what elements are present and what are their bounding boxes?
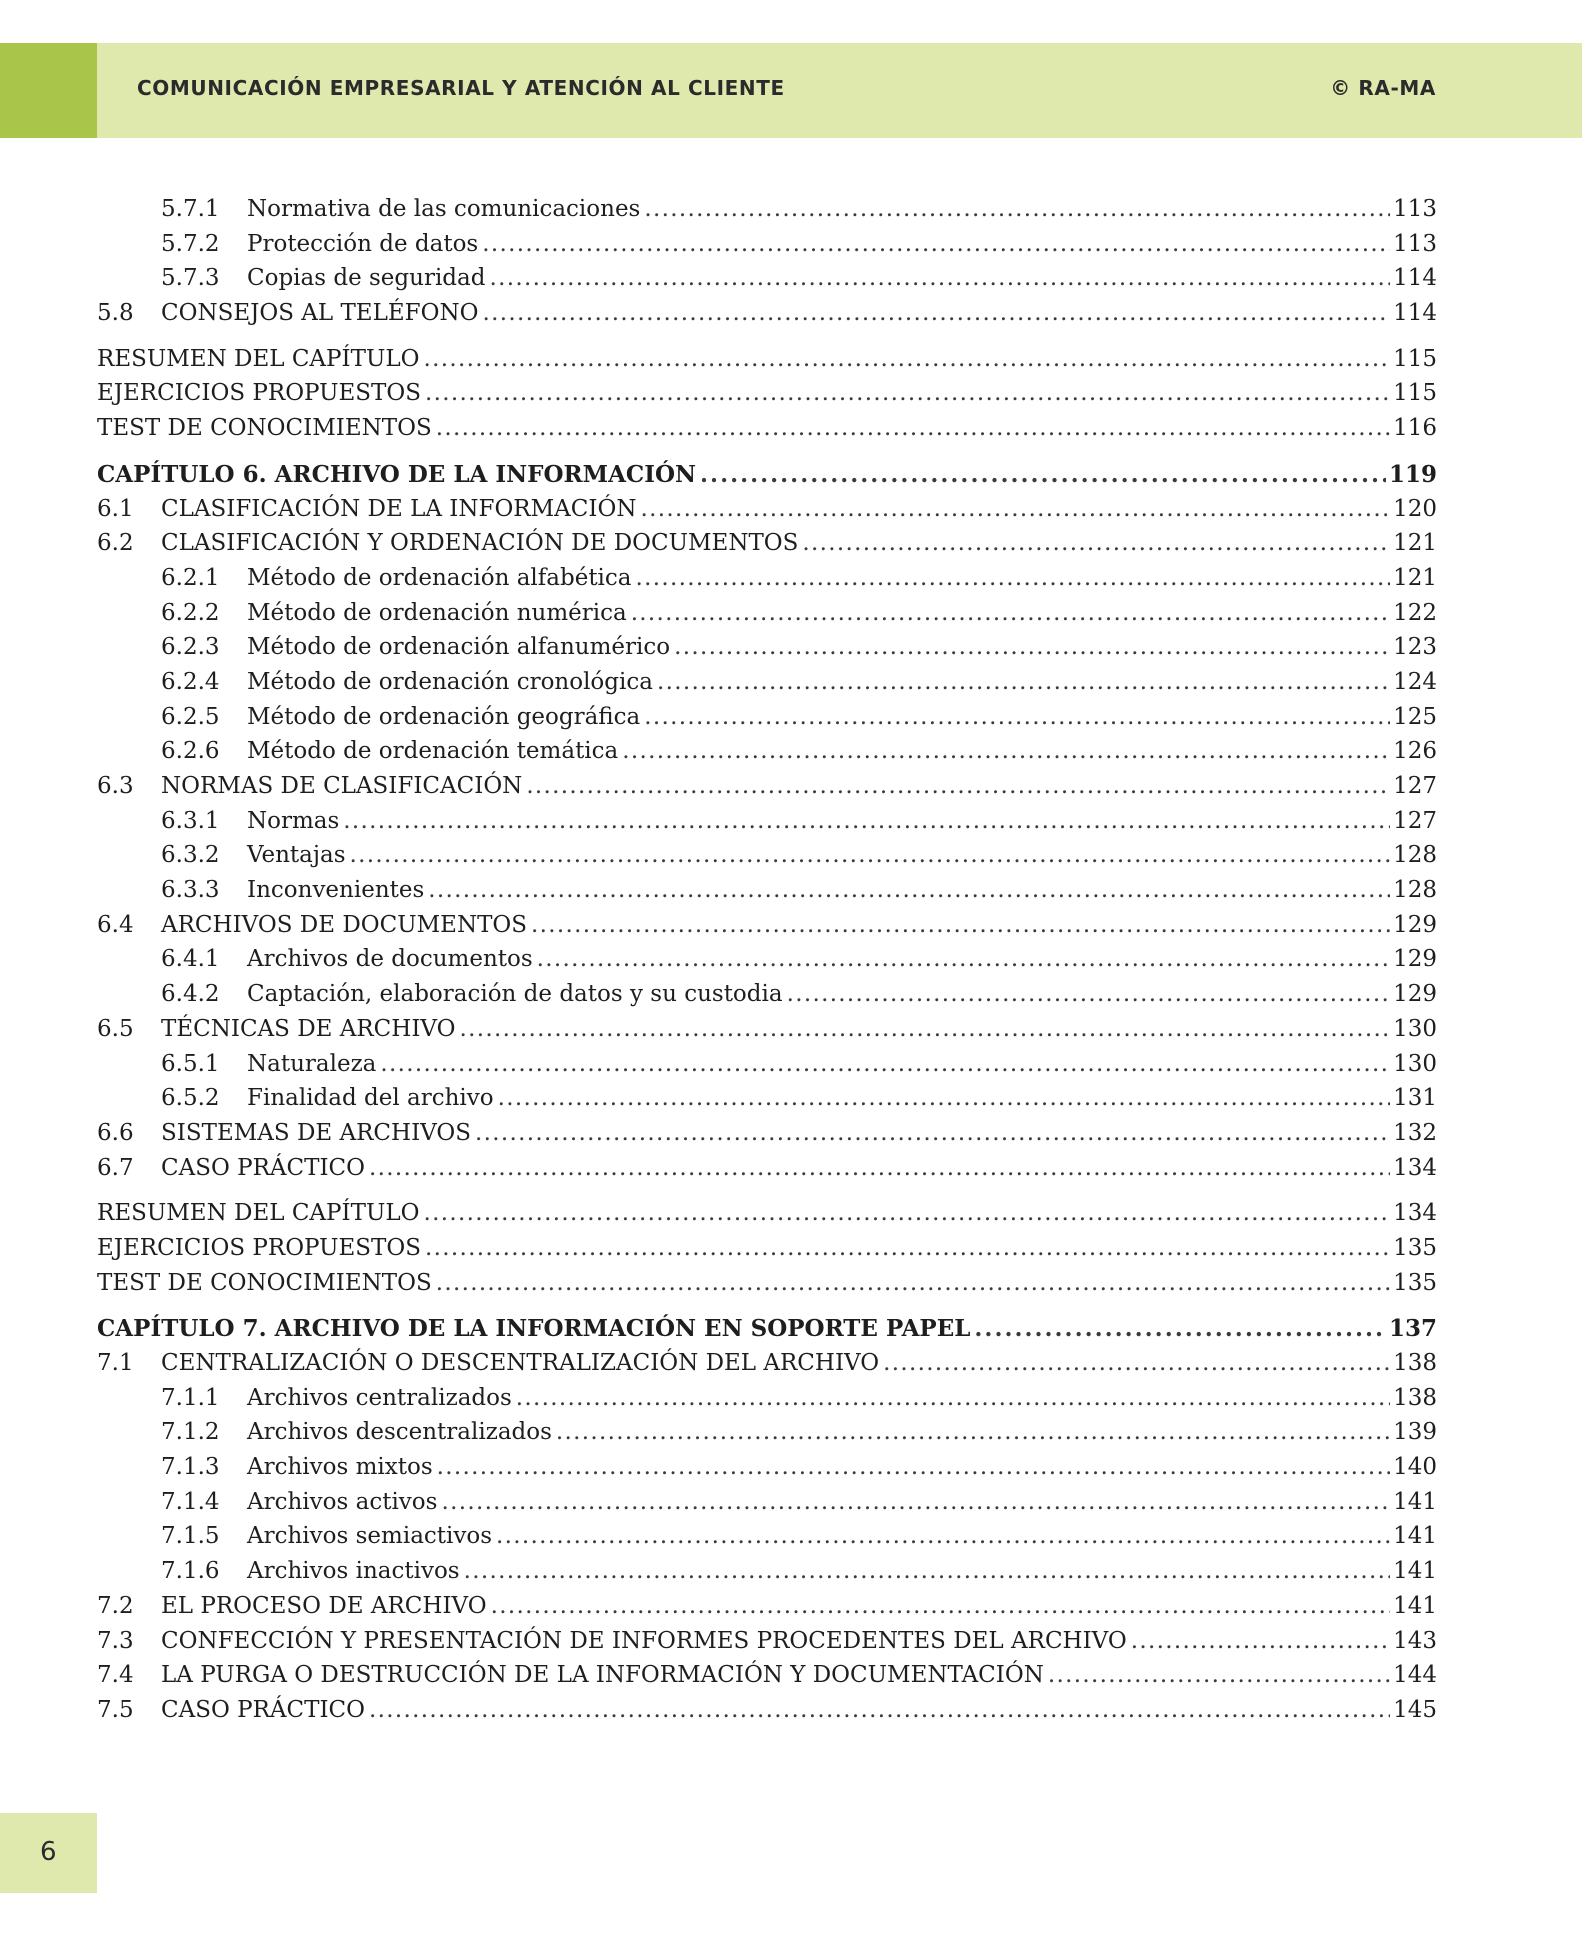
toc-entry: [97, 1016, 1437, 1051]
toc-entry-number: 6.4: [97, 911, 134, 938]
toc-entry-number: 7.1.1: [161, 1384, 220, 1411]
toc-entry: [97, 530, 1437, 565]
toc-entry-page: 119: [1388, 460, 1437, 488]
toc-entry-title: Método de ordenación cronológica: [247, 668, 653, 695]
toc-entry-page: 128: [1393, 842, 1437, 869]
toc-entry-number: 6.2.3: [161, 634, 220, 661]
toc-entry: [97, 496, 1437, 531]
toc-dot-leader: [556, 1419, 1390, 1445]
toc-entry-page: 131: [1393, 1085, 1437, 1112]
toc-entry: [97, 981, 1437, 1016]
toc-entry-page: 130: [1393, 1050, 1437, 1077]
toc-entry-title: Archivos de documentos: [247, 946, 533, 973]
toc-entry-number: 6.2.6: [161, 738, 220, 765]
toc-dot-leader: [491, 1593, 1390, 1619]
toc-entry-page: 127: [1393, 807, 1437, 834]
toc-entry: [97, 1155, 1437, 1190]
toc-entry-page: 138: [1393, 1350, 1437, 1376]
toc-entry: [97, 877, 1437, 912]
toc-entry-number: 5.7.1: [161, 196, 220, 222]
toc-entry: [97, 380, 1437, 415]
toc-chapter-entry: [97, 1315, 1437, 1350]
toc-dot-leader: [350, 842, 1391, 868]
toc-entry-page: 116: [1393, 415, 1437, 442]
toc-dot-leader: [631, 600, 1390, 626]
toc-entry: [97, 565, 1437, 600]
toc-entry-title: TEST DE CONOCIMIENTOS: [97, 415, 432, 442]
toc-entry-number: 6.3.3: [161, 877, 220, 904]
toc-entry: [97, 1489, 1437, 1524]
toc-entry-page: 121: [1393, 530, 1437, 557]
toc-entry-number: 5.7.3: [161, 265, 220, 292]
toc-entry-title: ARCHIVOS DE DOCUMENTOS: [161, 911, 528, 938]
toc-entry: [97, 1523, 1437, 1558]
toc-entry: [97, 346, 1437, 381]
toc-entry-number: 7.3: [97, 1627, 134, 1654]
toc-entry: [97, 1270, 1437, 1305]
toc-entry-title: EJERCICIOS PROPUESTOS: [97, 1234, 422, 1261]
toc-entry: [97, 634, 1437, 669]
toc-entry-number: 6.3.2: [161, 842, 220, 869]
toc-entry-number: 6.2.1: [161, 564, 220, 591]
toc-entry-title: NORMAS DE CLASIFICACIÓN: [161, 773, 523, 799]
toc-entry-number: 6.5: [97, 1015, 134, 1042]
toc-entry-title: CLASIFICACIÓN DE LA INFORMACIÓN: [161, 495, 637, 522]
toc-entry-title: Protección de datos: [247, 230, 479, 257]
toc-entry-page: 134: [1393, 1200, 1437, 1227]
toc-entry-number: 7.1.6: [161, 1558, 220, 1585]
toc-dot-leader: [531, 912, 1390, 938]
toc-entry-title: Naturaleza: [247, 1050, 377, 1077]
toc-entry-page: 126: [1393, 738, 1437, 765]
toc-chapter-entry: [97, 461, 1437, 496]
toc-entry-page: 121: [1393, 564, 1437, 591]
toc-entry-title: LA PURGA O DESTRUCCIÓN DE LA INFORMACIÓN Y DOCUMENTACIÓN: [161, 1662, 1044, 1689]
toc-entry: [97, 1419, 1437, 1454]
toc-entry-page: 130: [1393, 1015, 1437, 1042]
toc-entry: [97, 738, 1437, 773]
toc-entry-title: Método de ordenación alfanumérico: [247, 634, 671, 661]
toc-entry-page: 115: [1393, 380, 1437, 407]
toc-dot-leader: [425, 380, 1390, 406]
toc-entry-number: 6.5.2: [161, 1085, 220, 1112]
toc-entry: [97, 1385, 1437, 1420]
toc-entry: [97, 808, 1437, 843]
toc-entry-page: 113: [1393, 196, 1437, 222]
page-number: 6: [40, 1837, 57, 1867]
toc-entry-number: 5.7.2: [161, 230, 220, 257]
toc-entry-number: 6.7: [97, 1154, 134, 1181]
toc-entry-page: 135: [1393, 1234, 1437, 1261]
toc-entry-page: 141: [1393, 1558, 1437, 1585]
toc-dot-leader: [974, 1315, 1386, 1342]
toc-entry-number: 7.5: [97, 1696, 134, 1723]
toc-entry: [97, 946, 1437, 981]
toc-dot-leader: [498, 1085, 1390, 1111]
toc-entry-title: CAPÍTULO 6. ARCHIVO DE LA INFORMACIÓN: [97, 460, 697, 488]
running-header-title: COMUNICACIÓN EMPRESARIAL Y ATENCIÓN AL CLIENTE: [137, 76, 785, 100]
toc-entry: [97, 1454, 1437, 1489]
toc-dot-leader: [883, 1350, 1390, 1376]
toc-dot-leader: [464, 1558, 1390, 1584]
toc-entry-page: 138: [1393, 1384, 1437, 1411]
toc-entry-number: 5.8: [97, 300, 134, 327]
toc-dot-leader: [436, 1270, 1390, 1296]
toc-dot-leader: [460, 1016, 1391, 1042]
toc-dot-leader: [380, 1051, 1390, 1077]
toc-entry-number: 6.5.1: [161, 1050, 220, 1077]
toc-dot-leader: [437, 1454, 1390, 1480]
toc-dot-leader: [644, 704, 1390, 730]
toc-entry-page: 128: [1393, 877, 1437, 904]
toc-entry-page: 135: [1393, 1269, 1437, 1296]
toc-entry-page: 139: [1393, 1419, 1437, 1446]
toc-entry-page: 120: [1393, 495, 1437, 522]
toc-entry: [97, 300, 1437, 335]
toc-entry-title: CAPÍTULO 7. ARCHIVO DE LA INFORMACIÓN EN SOPORTE PAPEL: [97, 1315, 971, 1343]
toc-entry-number: 7.1.4: [161, 1488, 220, 1515]
toc-entry: [97, 1697, 1437, 1732]
toc-entry-number: 6.4.2: [161, 981, 220, 1008]
toc-entry-title: Método de ordenación alfabética: [247, 564, 632, 591]
toc-dot-leader: [657, 669, 1390, 695]
toc-entry: [97, 669, 1437, 704]
toc-dot-leader: [640, 496, 1390, 522]
toc-entry-page: 129: [1393, 946, 1437, 973]
toc-dot-leader: [423, 346, 1390, 372]
toc-entry-page: 140: [1393, 1454, 1437, 1481]
toc-dot-leader: [1048, 1662, 1390, 1688]
toc-entry-title: Captación, elaboración de datos y su custodia: [247, 981, 783, 1008]
toc-entry-title: TÉCNICAS DE ARCHIVO: [161, 1015, 456, 1042]
toc-entry-title: CENTRALIZACIÓN O DESCENTRALIZACIÓN DEL ARCHIVO: [161, 1350, 880, 1376]
toc-entry: [97, 415, 1437, 450]
table-of-contents: [97, 196, 1437, 1732]
toc-entry-page: 129: [1393, 911, 1437, 938]
toc-entry-page: 115: [1393, 345, 1437, 372]
toc-entry-title: Método de ordenación temática: [247, 738, 619, 765]
toc-entry-title: EJERCICIOS PROPUESTOS: [97, 380, 422, 407]
toc-dot-leader: [369, 1155, 1390, 1181]
toc-entry: [97, 231, 1437, 266]
toc-entry-number: 7.2: [97, 1592, 134, 1619]
toc-entry-title: Ventajas: [247, 842, 346, 869]
toc-entry-title: Método de ordenación numérica: [247, 599, 627, 626]
toc-entry-number: 7.1.2: [161, 1419, 220, 1446]
toc-entry: [97, 773, 1437, 808]
toc-dot-leader: [496, 1523, 1390, 1549]
toc-entry: [97, 600, 1437, 635]
toc-entry: [97, 1628, 1437, 1663]
running-header-copyright: © RA-MA: [1330, 76, 1436, 100]
toc-entry-title: Copias de seguridad: [247, 265, 486, 292]
toc-entry: [97, 842, 1437, 877]
toc-dot-leader: [425, 1235, 1390, 1261]
toc-entry-number: 6.2.5: [161, 703, 220, 730]
toc-entry-title: Archivos centralizados: [247, 1384, 512, 1411]
toc-entry-number: 7.1.3: [161, 1454, 220, 1481]
toc-entry-title: Método de ordenación geográfica: [247, 703, 641, 730]
toc-entry-number: 6.3.1: [161, 807, 220, 834]
toc-entry-number: 6.6: [97, 1119, 134, 1146]
toc-entry-title: CASO PRÁCTICO: [161, 1154, 366, 1181]
header-accent-tab: [0, 43, 97, 138]
toc-entry-title: EL PROCESO DE ARCHIVO: [161, 1592, 487, 1619]
toc-entry: [97, 1235, 1437, 1270]
toc-dot-leader: [343, 808, 1390, 834]
toc-entry-number: 6.2.2: [161, 599, 220, 626]
toc-entry-title: Finalidad del archivo: [247, 1085, 494, 1112]
toc-entry: [97, 1558, 1437, 1593]
toc-entry-page: 113: [1393, 230, 1437, 257]
toc-entry: [97, 196, 1437, 231]
toc-dot-leader: [1131, 1628, 1390, 1654]
toc-dot-leader: [622, 738, 1390, 764]
toc-entry: [97, 1085, 1437, 1120]
toc-entry-title: Inconvenientes: [247, 877, 425, 904]
toc-entry-page: 132: [1393, 1119, 1437, 1146]
toc-entry-title: Archivos descentralizados: [247, 1419, 552, 1446]
toc-entry-title: CONFECCIÓN Y PRESENTACIÓN DE INFORMES PROCEDENTES DEL ARCHIVO: [161, 1627, 1127, 1654]
toc-entry-number: 7.1.5: [161, 1523, 220, 1550]
toc-entry-number: 6.3: [97, 773, 134, 799]
toc-entry-page: 123: [1393, 634, 1437, 661]
toc-entry-number: 6.4.1: [161, 946, 220, 973]
toc-entry-page: 134: [1393, 1154, 1437, 1181]
toc-entry-title: SISTEMAS DE ARCHIVOS: [161, 1119, 471, 1146]
toc-dot-leader: [537, 946, 1390, 972]
toc-entry: [97, 1662, 1437, 1697]
toc-dot-leader: [516, 1385, 1390, 1411]
toc-dot-leader: [489, 265, 1390, 291]
toc-entry-number: 6.2.4: [161, 668, 220, 695]
toc-entry: [97, 1200, 1437, 1235]
toc-dot-leader: [802, 530, 1390, 556]
toc-entry: [97, 1051, 1437, 1086]
toc-dot-leader: [644, 196, 1390, 222]
toc-dot-leader: [787, 981, 1391, 1007]
toc-entry: [97, 1593, 1437, 1628]
toc-dot-leader: [423, 1200, 1390, 1226]
toc-dot-leader: [369, 1697, 1390, 1723]
toc-dot-leader: [482, 231, 1390, 257]
toc-entry: [97, 912, 1437, 947]
toc-entry-page: 124: [1393, 668, 1437, 695]
toc-dot-leader: [475, 1120, 1390, 1146]
toc-entry-page: 141: [1393, 1488, 1437, 1515]
toc-dot-leader: [700, 461, 1386, 488]
toc-entry-title: Normativa de las comunicaciones: [247, 196, 641, 222]
toc-dot-leader: [482, 300, 1390, 326]
toc-entry: [97, 704, 1437, 739]
toc-entry-page: 114: [1393, 265, 1437, 292]
toc-entry-number: 7.1: [97, 1350, 134, 1376]
toc-dot-leader: [636, 565, 1391, 591]
toc-entry-number: 7.4: [97, 1662, 134, 1689]
toc-dot-leader: [441, 1489, 1390, 1515]
toc-entry-number: 6.2: [97, 530, 134, 557]
toc-entry-page: 129: [1393, 981, 1437, 1008]
toc-entry-title: CASO PRÁCTICO: [161, 1696, 366, 1723]
toc-dot-leader: [428, 877, 1390, 903]
toc-entry-page: 137: [1388, 1315, 1437, 1343]
toc-entry-page: 114: [1393, 300, 1437, 327]
toc-entry-title: RESUMEN DEL CAPÍTULO: [97, 1200, 420, 1227]
toc-entry-title: CONSEJOS AL TELÉFONO: [161, 300, 479, 327]
toc-entry-number: 6.1: [97, 495, 134, 522]
toc-entry-page: 141: [1393, 1592, 1437, 1619]
toc-entry-title: TEST DE CONOCIMIENTOS: [97, 1269, 432, 1296]
toc-entry-title: Archivos mixtos: [247, 1454, 433, 1481]
toc-dot-leader: [674, 634, 1390, 660]
toc-dot-leader: [436, 415, 1390, 441]
toc-entry-page: 141: [1393, 1523, 1437, 1550]
toc-entry-page: 144: [1393, 1662, 1437, 1689]
toc-entry-page: 122: [1393, 599, 1437, 626]
toc-entry: [97, 1120, 1437, 1155]
toc-entry-title: Normas: [247, 807, 340, 834]
toc-dot-leader: [526, 773, 1390, 799]
toc-entry: [97, 1350, 1437, 1385]
toc-entry-page: 127: [1393, 773, 1437, 799]
toc-entry-title: Archivos semiactivos: [247, 1523, 493, 1550]
toc-entry-title: RESUMEN DEL CAPÍTULO: [97, 345, 420, 372]
toc-entry: [97, 265, 1437, 300]
toc-entry-page: 145: [1393, 1696, 1437, 1723]
toc-entry-page: 125: [1393, 703, 1437, 730]
toc-entry-title: Archivos activos: [247, 1488, 438, 1515]
toc-entry-title: Archivos inactivos: [247, 1558, 460, 1585]
toc-entry-page: 143: [1393, 1627, 1437, 1654]
toc-entry-title: CLASIFICACIÓN Y ORDENACIÓN DE DOCUMENTOS: [161, 530, 799, 557]
